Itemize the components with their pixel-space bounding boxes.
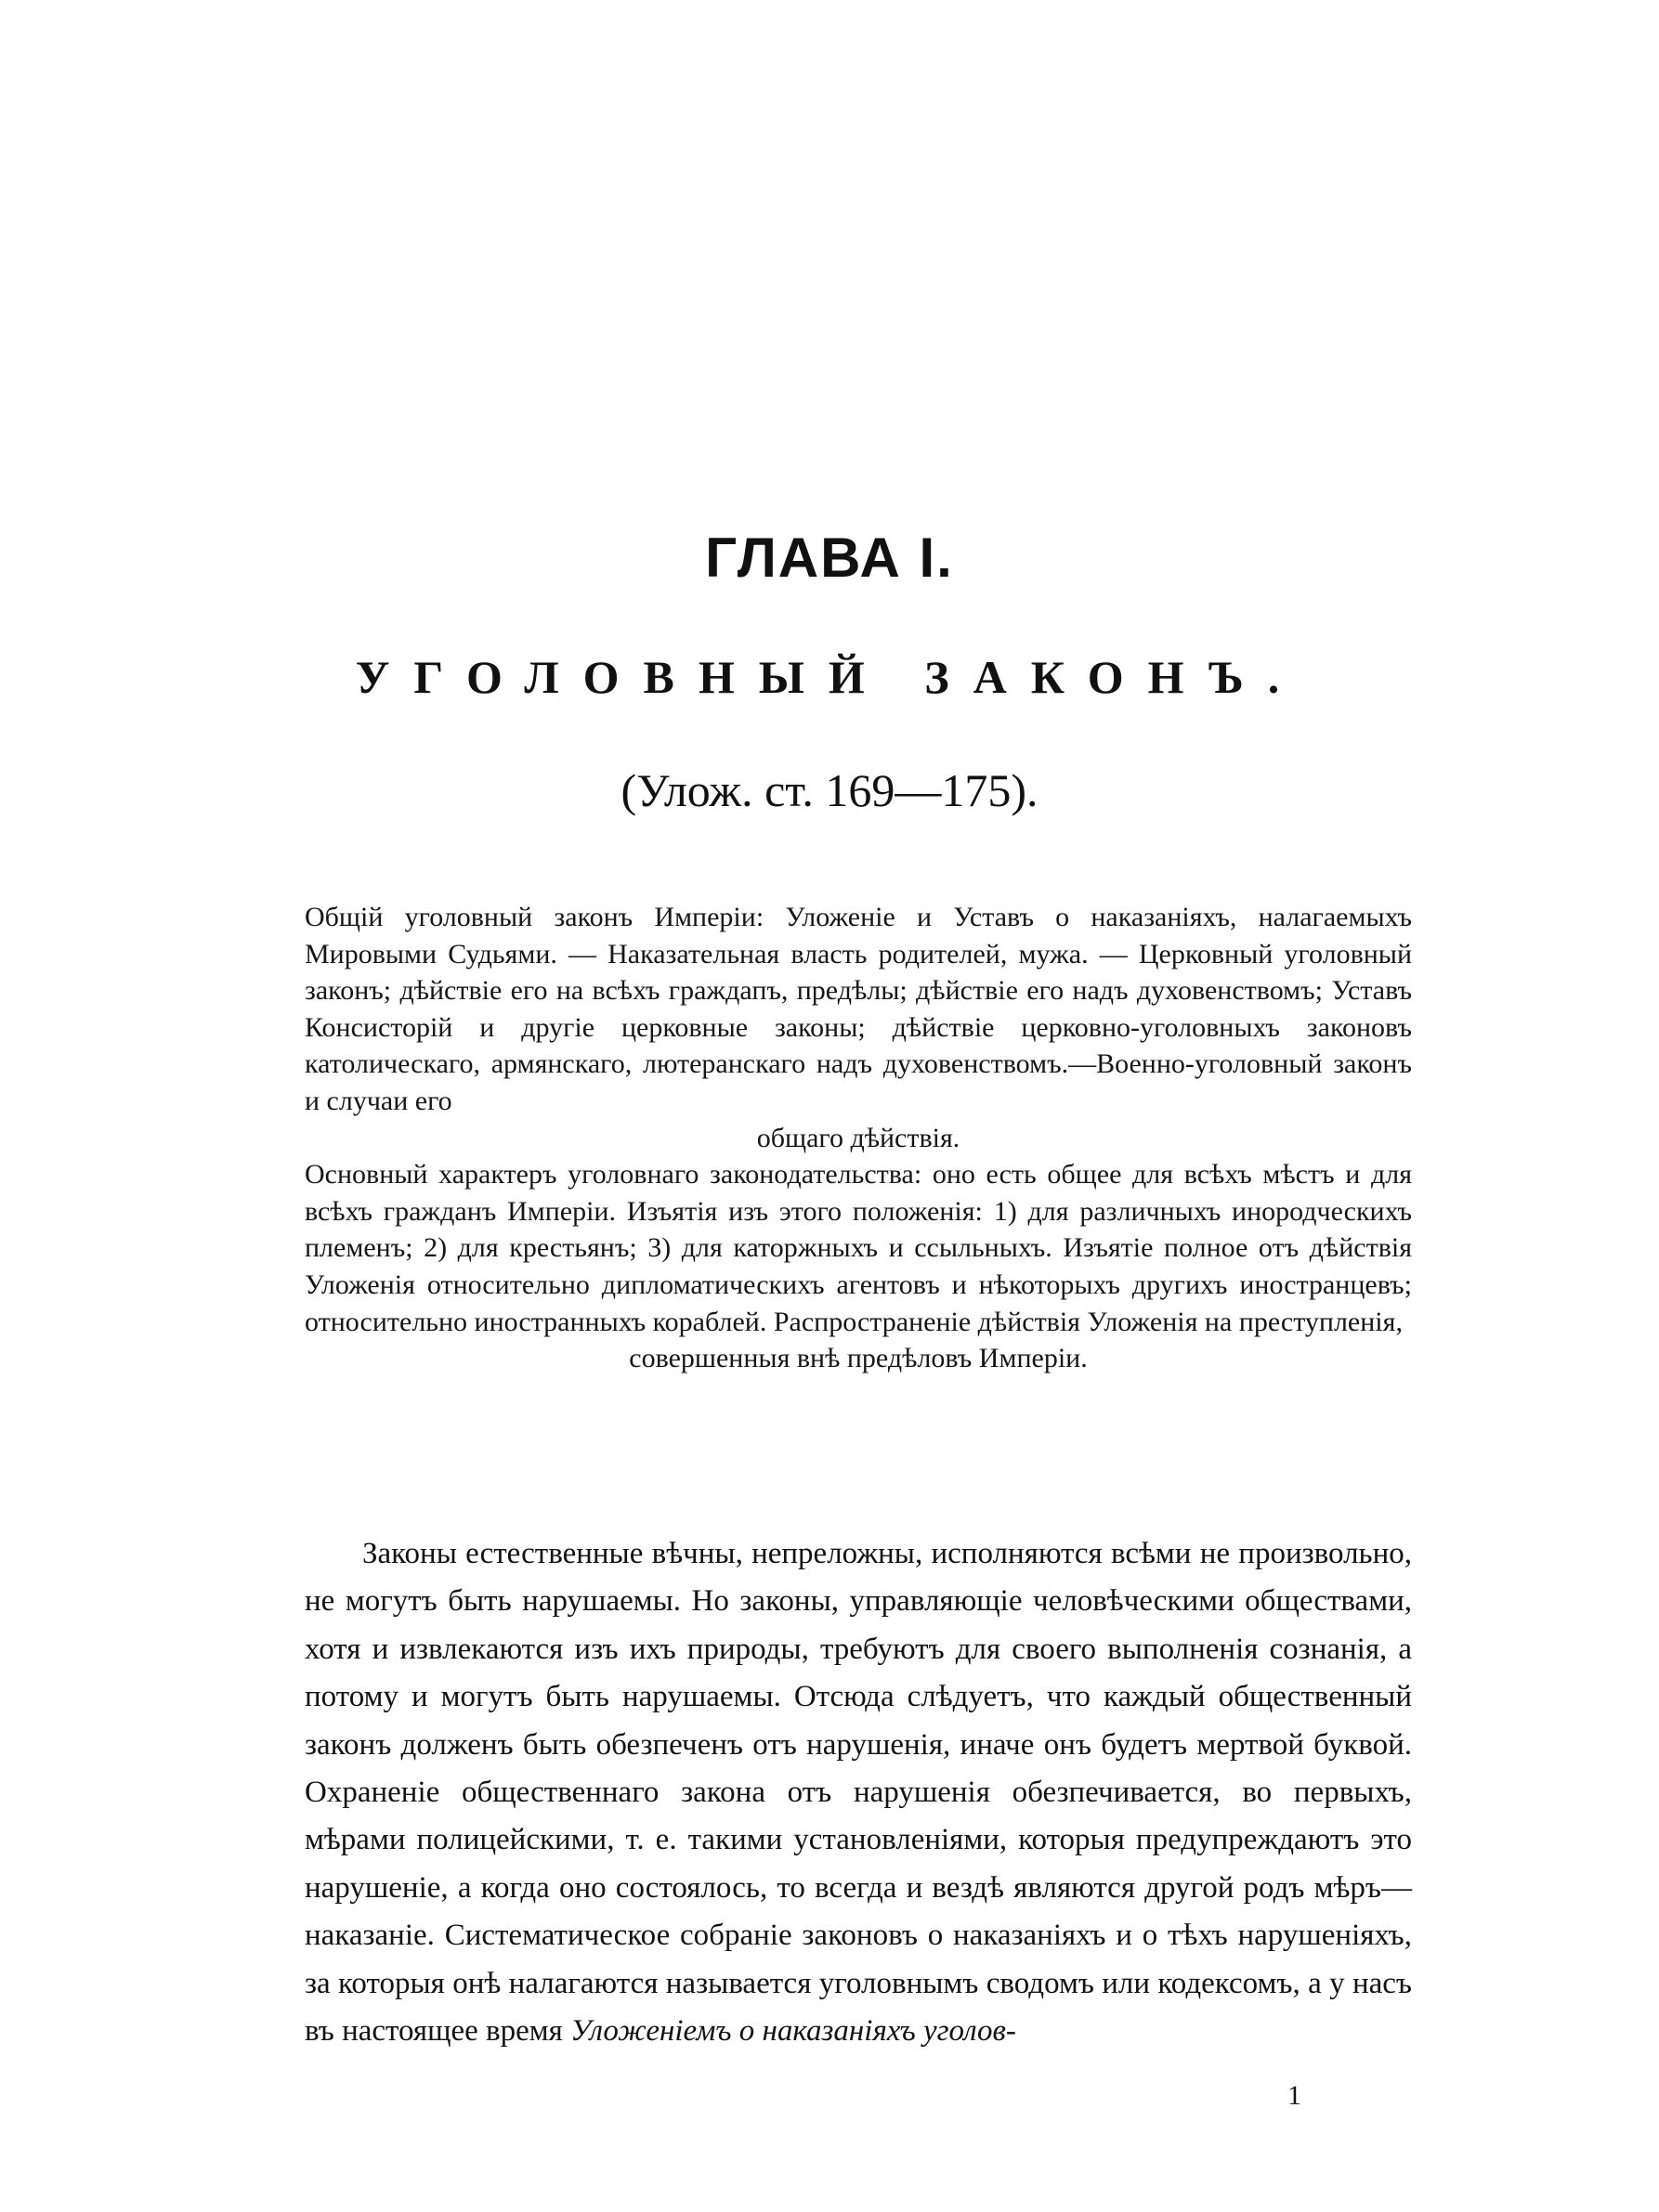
summary-paragraph-end: совершенныя внѣ предѣловъ Имперіи. (629, 1343, 1088, 1374)
body-paragraph (305, 1530, 1412, 2055)
summary-paragraph: Основный характеръ уголовнаго законодательства: оно есть общее для всѣхъ мѣстъ и для всѣхъ гражданъ Имперіи. Изъятія изъ этого положенія: 1) для различныхъ инородческихъ племенъ; 2) для крестьянъ; 3) для каторжныхъ и ссыльныхъ. Изъятіе полное отъ дѣйствія Уложенія относительно дипломатическихъ агентовъ и нѣкоторыхъ другихъ иностранцевъ; относительно иностранныхъ кораблей. Распространеніе дѣйствія Уложенія на преступленія, (305, 1159, 1412, 1337)
chapter-number: ГЛАВА I. (705, 527, 954, 589)
page-number: 1 (1287, 2080, 1301, 2111)
body-italic-tail: Уложеніемъ о наказаніяхъ уголов- (570, 2014, 1016, 2049)
summary-paragraph: Общій уголовный законъ Имперіи: Уложеніе и Уставъ о наказаніяхъ, налагаемыхъ Мировыми Судьями. — Наказательная власть родителей, мужа. — Церковный уголовный законъ; дѣйствіе его на всѣхъ граждапъ, предѣлы; дѣйствіе его надъ духовенствомъ; Уставъ Консисторій и другіе церковные законы; дѣйствіе церковно-уголовныхъ законовъ католическаго, армянскаго, лютеранскаго надъ духовенствомъ.—Военно-уголовный законъ и случаи его (305, 902, 1412, 1116)
chapter-summary (305, 899, 1412, 1377)
chapter-reference: (Улож. ст. 169—175). (620, 764, 1039, 816)
summary-paragraph-end: общаго дѣйствія. (756, 1122, 960, 1153)
body-text (305, 1530, 1412, 2055)
body-paragraph-text: Законы естественные вѣчны, непреложны, исполняются всѣми не произвольно, не могутъ быть нарушаемы. Но законы, управляющіе человѣческими обществами, хотя и извлекаются изъ ихъ природы, требуютъ для своего выполненія сознанія, а потому и могутъ быть нарушаемы. Отсюда слѣдуетъ, что каждый общественный законъ долженъ быть обезпеченъ отъ нарушенія, иначе онъ будетъ мертвой буквой. Охраненіе общественнаго закона отъ нарушенія обезпечивается, во первыхъ, мѣрами полицейскими, т. е. такими установленіями, которыя предупреждаютъ это нарушеніе, а когда оно состоялось, то всегда и вездѣ являются другой родъ мѣръ—наказаніе. Систематическое собраніе законовъ о наказаніяхъ и о тѣхъ нарушеніяхъ, за которыя онѣ налагаются называется уголовнымъ сводомъ или кодексомъ, а у насъ въ настоящее время (305, 1537, 1412, 2049)
chapter-title: УГОЛОВНЫЙ ЗАКОНЪ. (355, 651, 1304, 703)
